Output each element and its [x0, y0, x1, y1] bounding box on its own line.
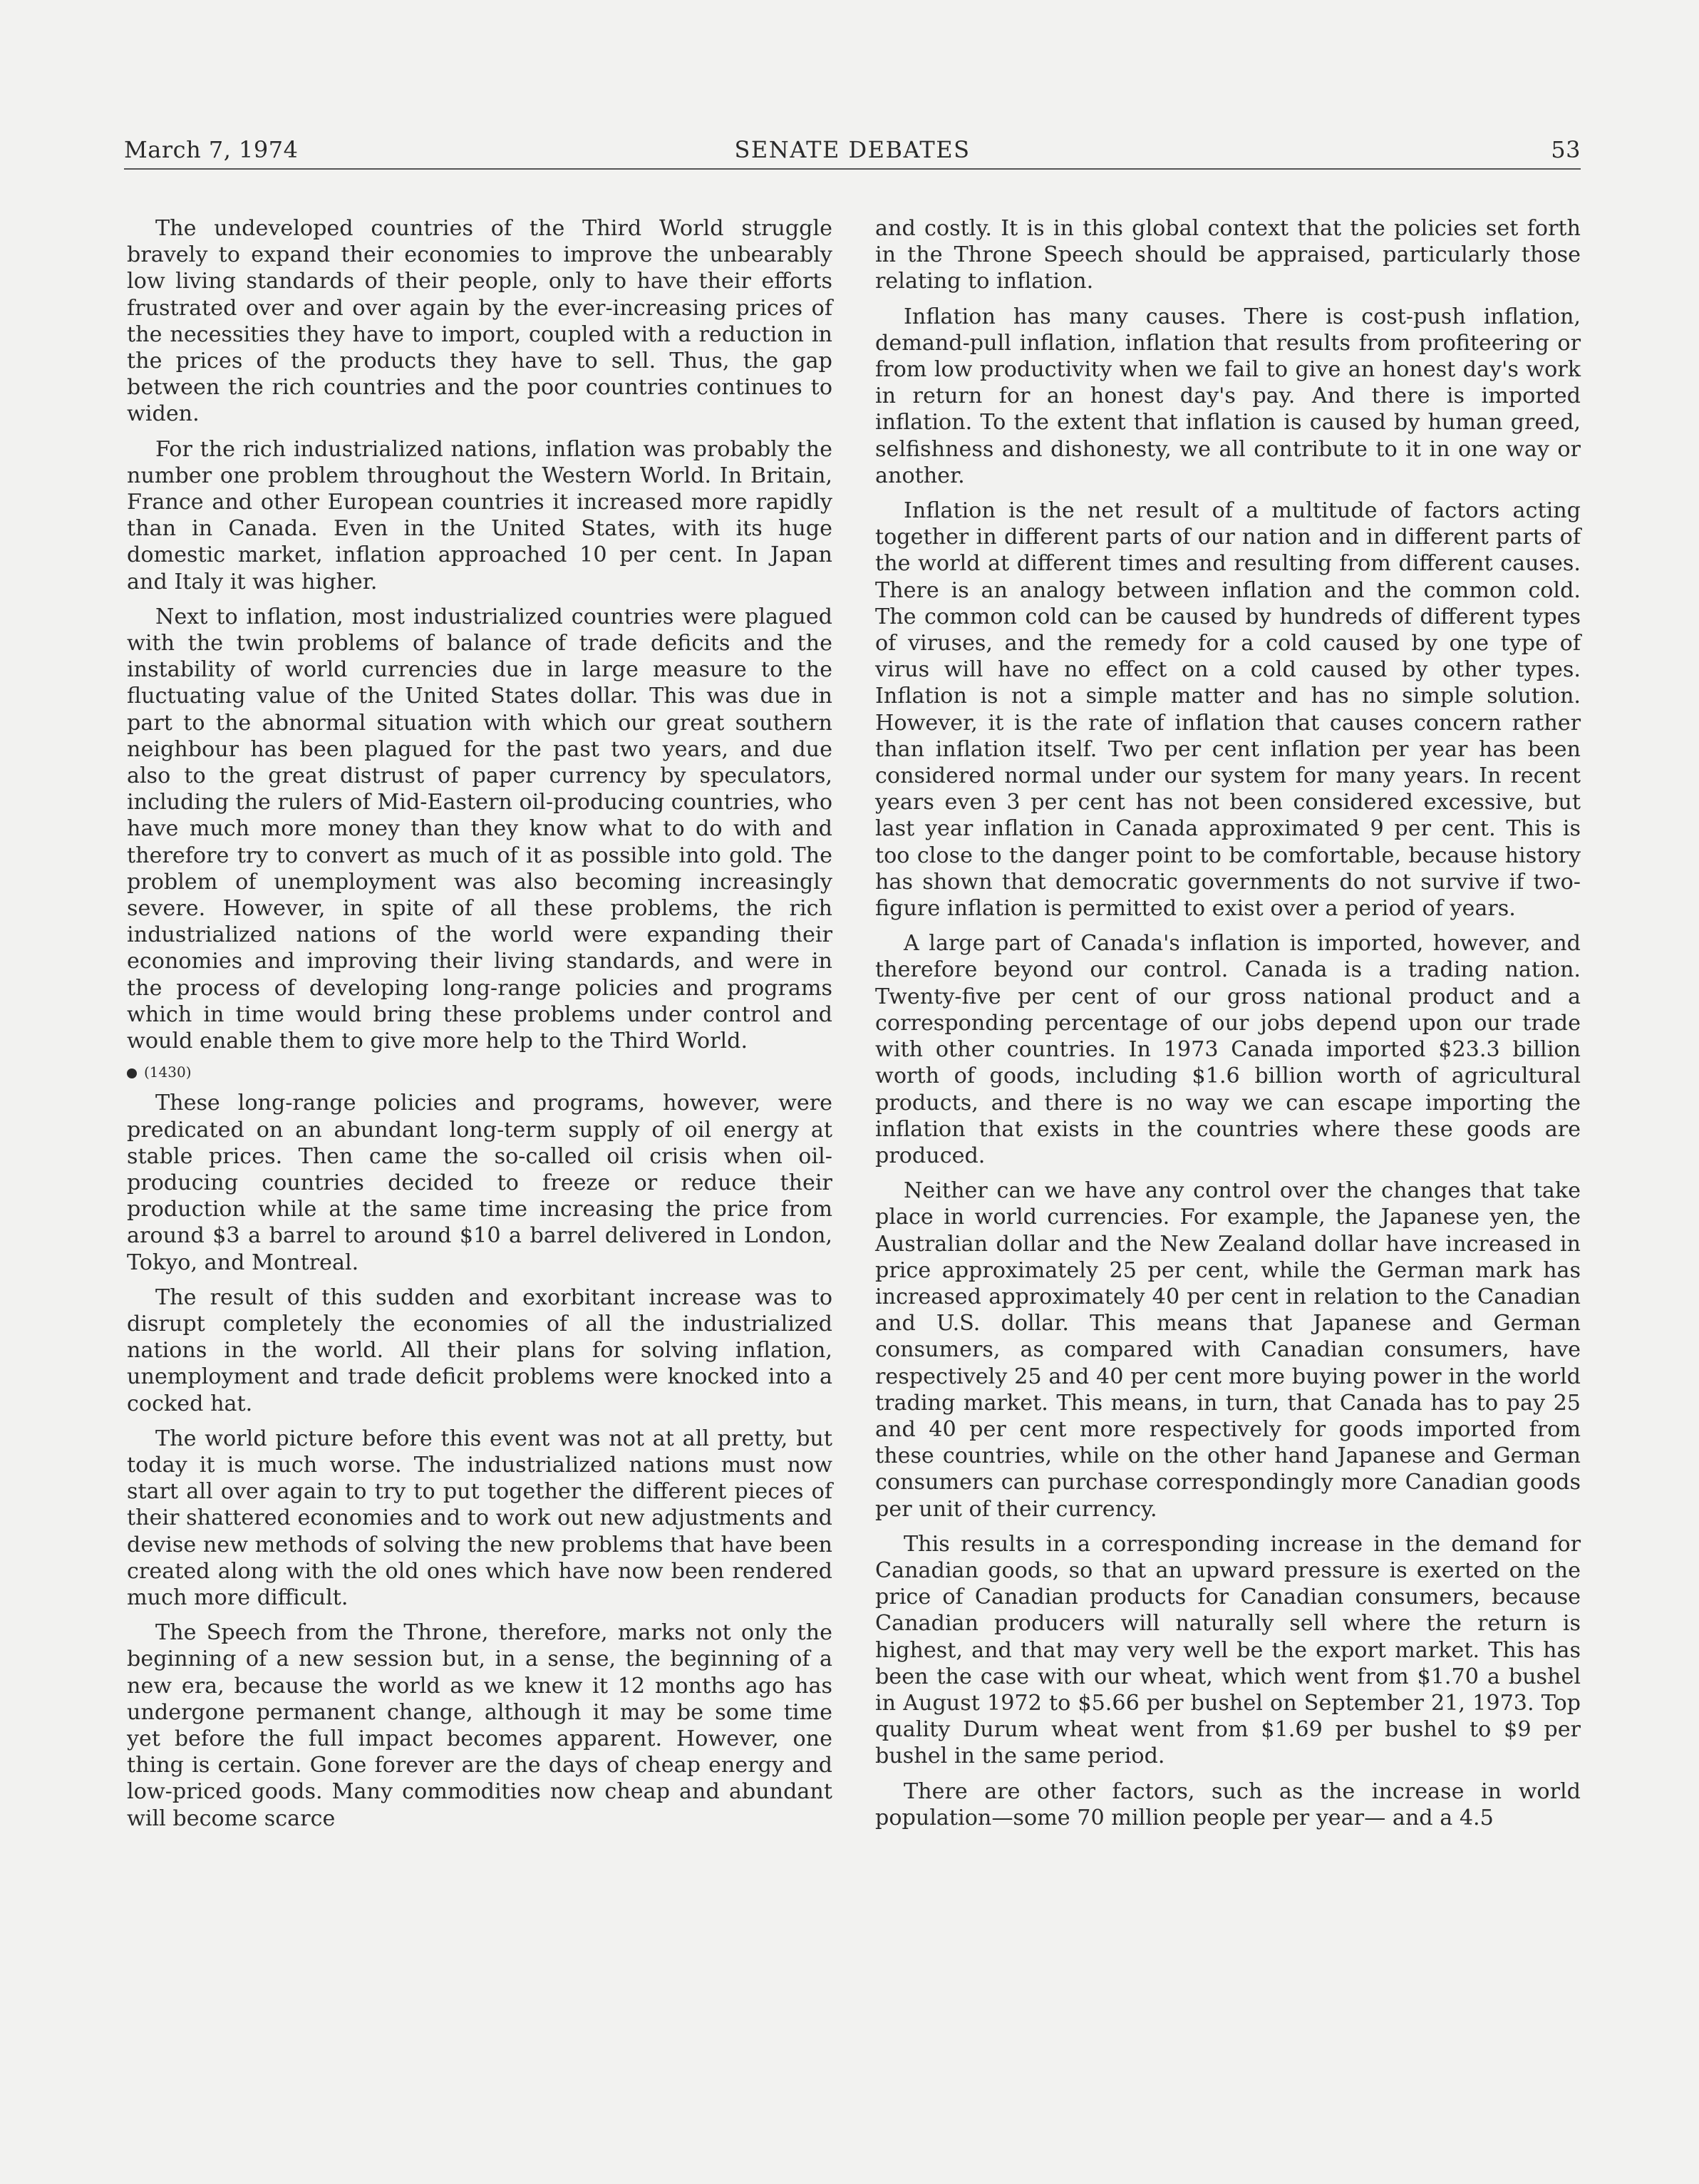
paragraph: The result of this sudden and exorbitant increase was to disrupt completely the economies of all the industrialized nations in the world. All their plans for solving inflation, unemployment and trade deficit problems were knocked into a cocked hat.	[127, 1284, 832, 1416]
paragraph: Inflation is the net result of a multitude of factors acting together in different parts of our nation and in different parts of the world at different times and resulting from different causes. There is an analogy between inflation and the common cold. The common cold can be caused by hundreds of different types of viruses, and the remedy for a cold caused by one type of virus will have no effect on a cold caused by other types. Inflation is not a simple matter and has no simple solution. However, it is the rate of inflation that causes concern rather than inflation itself. Two per cent inflation per year has been considered normal under our system for many years. In recent years even 3 per cent has not been considered excessive, but last year inflation in Canada approximated 9 per cent. This is too close to the danger point to be comfortable, because history has shown that democratic governments do not survive if two-figure inflation is permitted to exist over a period of years.	[875, 498, 1581, 922]
paragraph: The undeveloped countries of the Third World struggle bravely to expand their economies to improve the unbearably low living standards of their people, only to have their efforts frustrated over and over again by the ever-increasing prices of the necessities they have to import, coupled with a reduction in the prices of the products they have to sell. Thus, the gap between the rich countries and the poor countries continues to widen.	[127, 216, 832, 427]
page-header	[124, 135, 1581, 170]
header-page-number: 53	[1551, 136, 1581, 163]
paragraph: The world picture before this event was not at all pretty, but today it is much worse. The industrialized nations must now start all over again to try to put together the different pieces of their shattered economies and to work out new adjustments and devise new methods of solving the new problems that have been created along with the old ones which have now been rendered much more difficult.	[127, 1426, 832, 1610]
paragraph: and costly. It is in this global context that the policies set forth in the Throne Speech should be appraised, particularly those relating to inflation.	[875, 216, 1581, 294]
paragraph: Neither can we have any control over the changes that take place in world currencies. For example, the Japanese yen, the Australian dollar and the New Zealand dollar have increased in price approximately 25 per cent, while the German mark has increased approximately 40 per cent in relation to the Canadian and U.S. dollar. This means that Japanese and German consumers, as compared with Canadian consumers, have respectively 25 and 40 per cent more buying power in the world trading market. This means, in turn, that Canada has to pay 25 and 40 per cent more respectively for goods imported from these countries, while on the other hand Japanese and German consumers can purchase correspondingly more Canadian goods per unit of their currency.	[875, 1178, 1581, 1522]
time-marker-label: (1430)	[144, 1063, 192, 1081]
paragraph: A large part of Canada's inflation is imported, however, and therefore beyond our control. Canada is a trading nation. Twenty-five per cent of our gross national product and a corresponding percentage of our jobs depend upon our trade with other countries. In 1973 Canada imported $23.3 billion worth of goods, including $1.6 billion worth of agricultural products, and there is no way we can escape importing the inflation that exists in the countries where these goods are produced.	[875, 931, 1581, 1168]
right-column	[875, 215, 1581, 1840]
paragraph: For the rich industrialized nations, inflation was probably the number one problem throughout the Western World. In Britain, France and other European countries it increased more rapidly than in Canada. Even in the United States, with its huge domestic market, inflation approached 10 per cent. In Japan and Italy it was higher.	[127, 436, 832, 594]
paragraph: Inflation has many causes. There is cost-push inflation, demand-pull inflation, inflation that results from profiteering or from low productivity when we fail to give an honest day's work in return for an honest day's pay. And there is imported inflation. To the extent that inflation is caused by human greed, selfishness and dishonesty, we all contribute to it in one way or another.	[875, 304, 1581, 488]
paragraph: Next to inflation, most industrialized countries were plagued with the twin problems of balance of trade deficits and the instability of world currencies due in large measure to the fluctuating value of the United States dollar. This was due in part to the abnormal situation with which our great southern neighbour has been plagued for the past two years, and due also to the great distrust of paper currency by speculators, including the rulers of Mid-Eastern oil-producing countries, who have much more money than they know what to do with and therefore try to convert as much of it as possible into gold. The problem of unemployment was also becoming increasingly severe. However, in spite of all these problems, the rich industrialized nations of the world were expanding their economies and improving their living standards, and were in the process of developing long-range policies and programs which in time would bring these problems under control and would enable them to give more help to the Third World.	[127, 604, 832, 1054]
time-marker	[127, 1063, 832, 1081]
left-column	[127, 215, 832, 1840]
paragraph: These long-range policies and programs, however, were predicated on an abundant long-term supply of oil energy at stable prices. Then came the so-called oil crisis when oil-producing countries decided to freeze or reduce their production while at the same time increasing the price from around $3 a barrel to around $10 a barrel delivered in London, Tokyo, and Montreal.	[127, 1091, 832, 1275]
header-title: SENATE DEBATES	[734, 136, 971, 163]
paragraph: There are other factors, such as the increase in world population—some 70 million people per year— and a 4.5	[875, 1778, 1581, 1830]
header-date: March 7, 1974	[124, 136, 299, 163]
paragraph: This results in a corresponding increase in the demand for Canadian goods, so that an upward pressure is exerted on the price of Canadian products for Canadian consumers, because Canadian producers will naturally sell where the return is highest, and that may very well be the export market. This has been the case with our wheat, which went from $1.70 a bushel in August 1972 to $5.66 per bushel on September 21, 1973. Top quality Durum wheat went from $1.69 per bushel to $9 per bushel in the same period.	[875, 1531, 1581, 1769]
paragraph: The Speech from the Throne, therefore, marks not only the beginning of a new session but, in a sense, the beginning of a new era, because the world as we knew it 12 months ago has undergone permanent change, although it may be some time yet before the full impact becomes apparent. However, one thing is certain. Gone forever are the days of cheap energy and low-priced goods. Many commodities now cheap and abundant will become scarce	[127, 1620, 832, 1831]
bullet-icon	[127, 1068, 137, 1078]
